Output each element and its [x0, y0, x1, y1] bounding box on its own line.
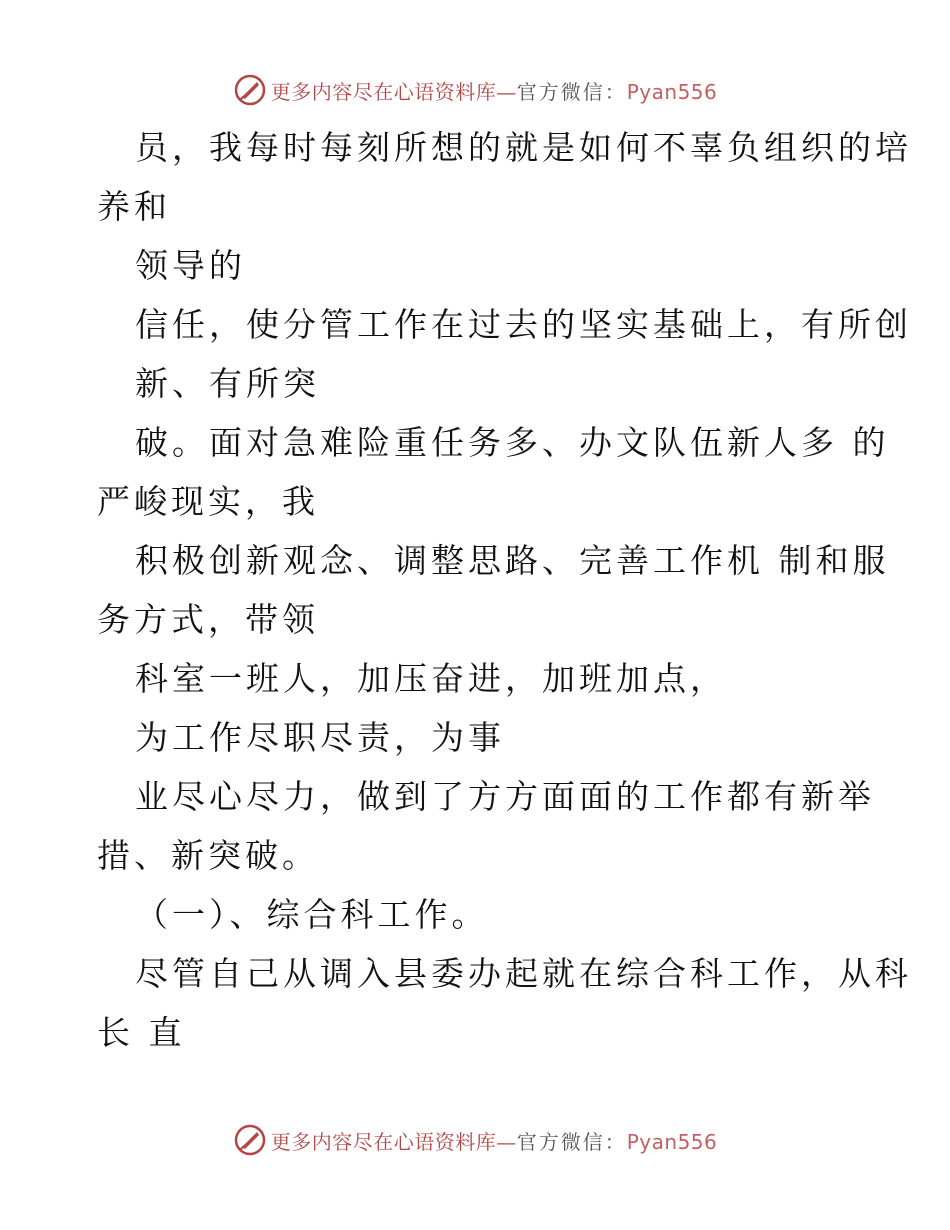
body-line: 破。面对急难险重任务多、办文队伍新人多 的 [135, 423, 890, 462]
quill-pen-logo-icon [233, 73, 267, 107]
quill-pen-logo-icon [233, 1123, 267, 1157]
footer-banner-wechat: 官方微信： [516, 1129, 627, 1154]
body-line: 措、新突破。 [97, 836, 319, 875]
body-line: 科室一班人，加压奋进，加班加点， [135, 659, 727, 698]
body-line: 领导的 [135, 246, 246, 285]
section-heading: （一）、综合科工作。 [135, 895, 489, 934]
body-line: 积极创新观念、调整思路、完善工作机 制和服 [135, 541, 890, 580]
body-line: 信任，使分管工作在过去的坚实基础上，有所创 [135, 305, 912, 344]
footer-banner-text [271, 1126, 718, 1155]
header-banner-wechat: 官方微信： [516, 79, 627, 104]
body-line: 员，我每时每刻所想的就是如何不辜负组织的培 [135, 128, 912, 167]
footer-banner-main: 更多内容尽在心语资料库— [270, 1129, 517, 1154]
footer-banner [0, 1120, 950, 1160]
body-line: 为工作尽职尽责，为事 [135, 718, 505, 757]
header-banner-text [271, 76, 718, 105]
header-banner-id: Pyan556 [626, 79, 718, 104]
body-line: 尽管自己从调入县委办起就在综合科工作，从科 [135, 954, 912, 993]
body-line: 养和 [97, 187, 171, 226]
header-banner [0, 70, 950, 110]
header-banner-main: 更多内容尽在心语资料库— [270, 79, 517, 104]
body-line: 严峻现实，我 [97, 482, 319, 521]
body-line: 长 直 [97, 1013, 186, 1052]
body-line: 业尽心尽力，做到了方方面面的工作都有新举 [135, 777, 875, 816]
footer-banner-id: Pyan556 [626, 1129, 718, 1154]
document-body [97, 118, 912, 1062]
body-line: 务方式，带领 [97, 600, 319, 639]
body-line: 新、有所突 [135, 364, 320, 403]
